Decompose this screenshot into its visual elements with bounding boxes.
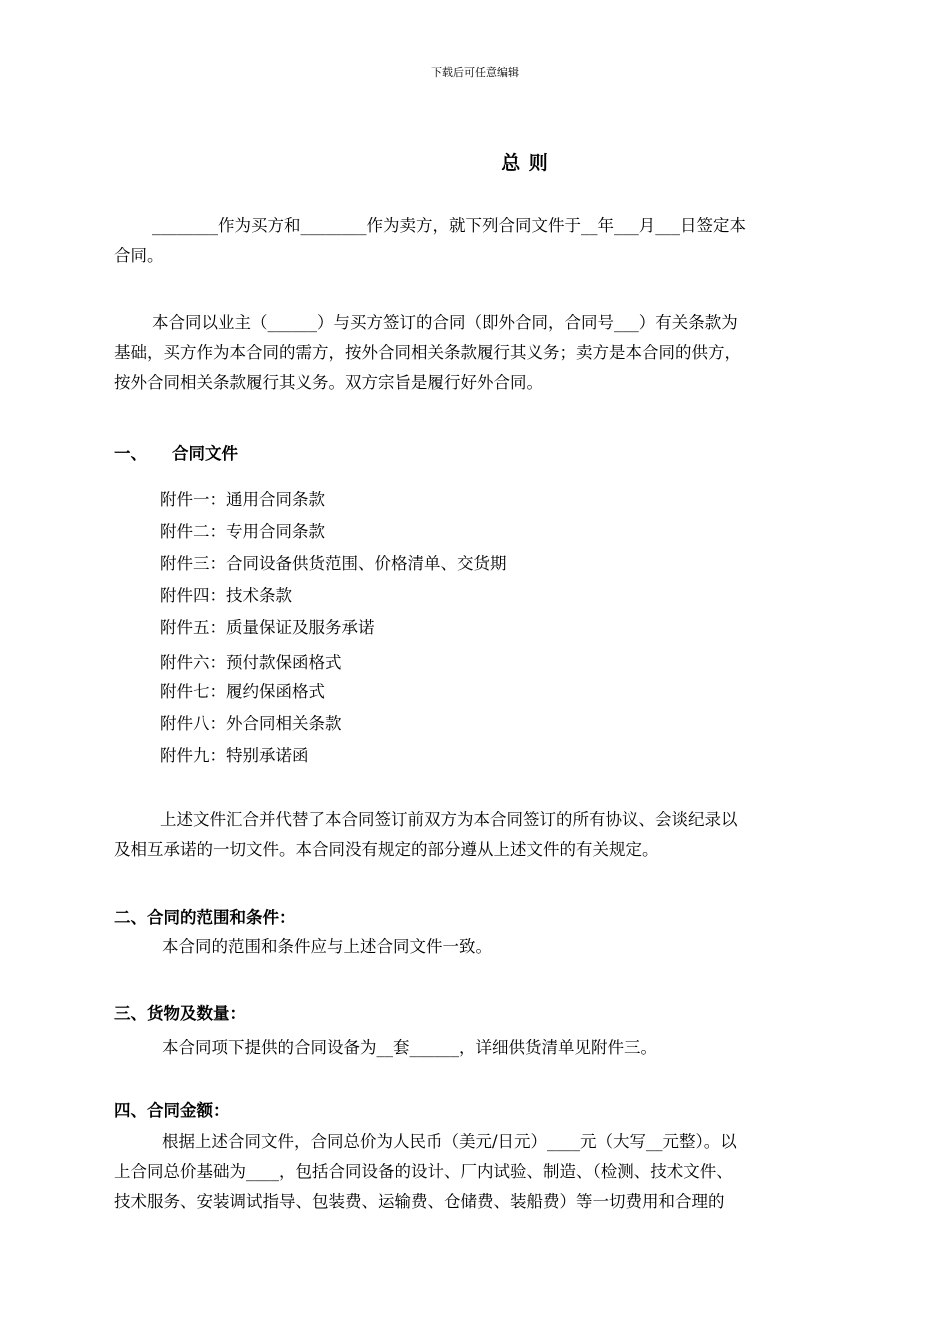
- attachment-item: 附件九：特别承诺函: [160, 746, 309, 765]
- attachment-item: 附件二：专用合同条款: [160, 522, 325, 541]
- attachment-item: 附件三：合同设备供货范围、价格清单、交货期: [160, 554, 507, 573]
- section-1-heading: [114, 440, 238, 464]
- section-1-number: 一、: [114, 444, 147, 463]
- attachment-item: 附件八：外合同相关条款: [160, 714, 342, 733]
- attachment-item: 附件五：质量保证及服务承诺: [160, 618, 375, 637]
- intro-line-1: ________作为买方和________作为卖方，就下列合同文件于__年___月___日签定本: [152, 216, 746, 235]
- section-2-body-line: 本合同的范围和条件应与上述合同文件一致。: [162, 937, 492, 956]
- section-4-line-1: 根据上述合同文件，合同总价为人民币（美元/日元）____元（大写__元整）。以: [162, 1132, 737, 1151]
- section-1-title: 合同文件: [172, 444, 238, 463]
- basis-line-2: 基础，买方作为本合同的需方，按外合同相关条款履行其义务；卖方是本合同的供方，: [114, 343, 741, 362]
- basis-line-1: 本合同以业主（______）与买方签订的合同（即外合同，合同号___）有关条款为: [152, 313, 738, 332]
- section-3-body-line: 本合同项下提供的合同设备为__套______，详细供货清单见附件三。: [162, 1038, 657, 1057]
- section-4-line-2: 上合同总价基础为____，包括合同设备的设计、厂内试验、制造、（检测、技术文件、: [114, 1162, 733, 1181]
- section-2-heading: 二、合同的范围和条件：: [114, 908, 296, 927]
- supersede-line-2: 及相互承诺的一切文件。本合同没有规定的部分遵从上述文件的有关规定。: [114, 840, 659, 859]
- section-4-heading: 四、合同金额：: [114, 1101, 230, 1120]
- section-4-body: [114, 1127, 842, 1217]
- supersede-paragraph: [114, 805, 842, 865]
- attachment-item: 附件一：通用合同条款: [160, 490, 325, 509]
- page-title: 总 则: [501, 152, 549, 174]
- section-3-body: [114, 1033, 842, 1063]
- basis-paragraph: [114, 308, 842, 398]
- basis-line-3: 按外合同相关条款履行其义务。双方宗旨是履行好外合同。: [114, 373, 543, 392]
- intro-paragraph: [114, 211, 842, 271]
- section-4-line-3: 技术服务、安装调试指导、包装费、运输费、仓储费、装船费）等一切费用和合理的: [114, 1192, 725, 1211]
- section-2-body: [114, 932, 842, 962]
- supersede-line-1: 上述文件汇合并代替了本合同签订前双方为本合同签订的所有协议、会谈纪录以: [160, 810, 738, 829]
- attachment-item: 附件七：履约保函格式: [160, 682, 325, 701]
- section-3-heading: 三、货物及数量：: [114, 1004, 246, 1023]
- header-note: 下载后可任意编辑: [431, 66, 519, 79]
- attachment-item: 附件四：技术条款: [160, 586, 292, 605]
- attachment-item: 附件六：预付款保函格式: [160, 653, 342, 672]
- intro-line-2: 合同。: [114, 246, 164, 265]
